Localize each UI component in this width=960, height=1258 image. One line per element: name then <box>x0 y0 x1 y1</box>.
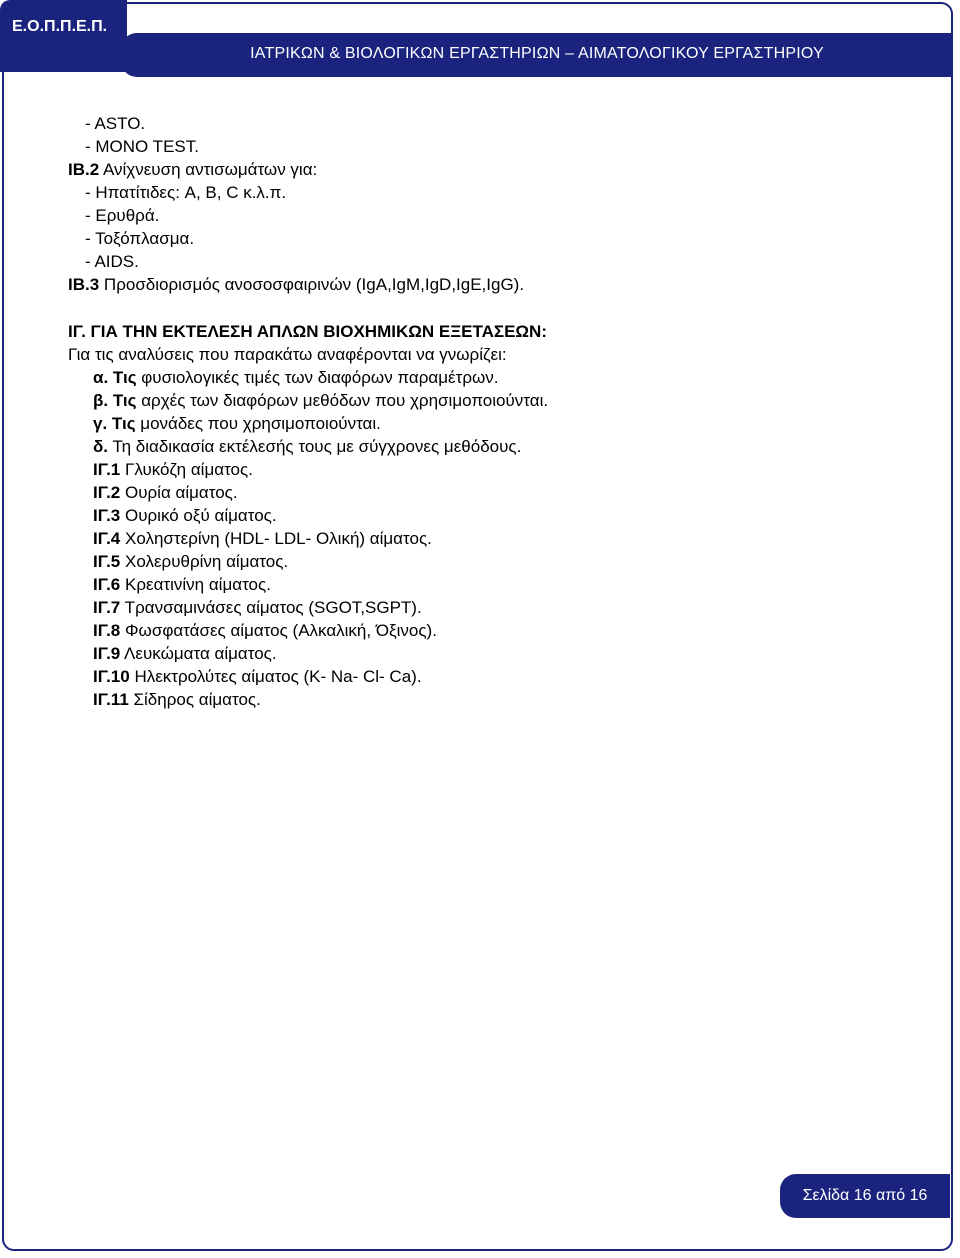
list-item <box>93 414 381 434</box>
list-item <box>93 391 548 411</box>
list-item <box>93 621 437 641</box>
item-text: Γλυκόζη αίματος. <box>120 460 253 479</box>
item-label: ΙΓ.6 <box>93 575 121 594</box>
list-item <box>93 368 499 388</box>
item-label: ΙΓ.1 <box>93 460 121 479</box>
section-intro: Για τις αναλύσεις που παρακάτω αναφέρονται να γνωρίζει: <box>68 345 507 364</box>
item-text: Ουρικό οξύ αίματος. <box>120 506 277 525</box>
item-text: Σίδηρος αίματος. <box>128 690 261 709</box>
list-item <box>93 690 261 710</box>
list-item <box>93 483 238 503</box>
item-text: Προσδιορισμός ανοσοσφαιρινών (IgA,IgM,IgD,IgE,IgG). <box>99 275 525 294</box>
item-label: ΙΓ.3 <box>93 506 121 525</box>
item-text: Τρανσαμινάσες αίματος (SGOT,SGPT). <box>120 598 422 617</box>
item-label: γ. Τις <box>93 414 136 433</box>
item-label: ΙΓ.7 <box>93 598 121 617</box>
item-text: Ουρία αίματος. <box>120 483 238 502</box>
item-label: ΙΓ.5 <box>93 552 121 571</box>
item-label: α. Τις <box>93 368 137 387</box>
list-item <box>93 460 253 480</box>
item-label: ΙΓ.8 <box>93 621 121 640</box>
item-label: δ. <box>93 437 109 456</box>
item-label: β. Τις <box>93 391 137 410</box>
item-text: Τη διαδικασία εκτέλεσής τους με σύγχρονες μεθόδους. <box>108 437 522 456</box>
list-item <box>93 437 521 457</box>
page-number: Σελίδα 16 από 16 <box>780 1174 950 1218</box>
list-item <box>93 552 288 572</box>
header-title: ΙΑΤΡΙΚΩΝ & ΒΙΟΛΟΓΙΚΩΝ ΕΡΓΑΣΤΗΡΙΩΝ – ΑΙΜΑΤΟΛΟΓΙΚΟΥ ΕΡΓΑΣΤΗΡΙΟΥ <box>121 33 953 77</box>
list-item <box>93 598 422 618</box>
item-label: ΙΒ.2 <box>68 160 100 179</box>
list-item: - MONO TEST. <box>85 137 199 156</box>
item-text: μονάδες που χρησιμοποιούνται. <box>135 414 381 433</box>
item-text: Λευκώματα αίματος. <box>120 644 277 663</box>
list-item <box>93 529 432 549</box>
list-item <box>93 506 277 526</box>
list-item <box>93 667 422 687</box>
item-label: ΙΓ.10 <box>93 667 130 686</box>
item-text: Ηλεκτρολύτες αίματος (K- Na- Cl- Ca). <box>129 667 422 686</box>
item-label: ΙΓ.11 <box>93 690 129 709</box>
list-item: - Τοξόπλασμα. <box>85 229 195 248</box>
section-heading: ΙΓ. ΓΙΑ ΤΗΝ ΕΚΤΕΛΕΣΗ ΑΠΛΩΝ ΒΙΟΧΗΜΙΚΩΝ ΕΞΕΤΑΣΕΩΝ: <box>68 322 547 341</box>
list-item <box>93 575 271 595</box>
list-item <box>93 644 277 664</box>
item-text: Κρεατινίνη αίματος. <box>120 575 271 594</box>
item-label: ΙΓ.4 <box>93 529 121 548</box>
list-item: - ASTO. <box>85 114 146 133</box>
item-label: ΙΓ.2 <box>93 483 121 502</box>
item-text: Χολερυθρίνη αίματος. <box>120 552 289 571</box>
subsection-heading <box>68 275 524 295</box>
item-text: Χοληστερίνη (HDL- LDL- Ολική) αίματος. <box>120 529 432 548</box>
item-text: Φωσφατάσες αίματος (Αλκαλική, Όξινος). <box>120 621 437 640</box>
item-text: αρχές των διαφόρων μεθόδων που χρησιμοποιούνται. <box>136 391 549 410</box>
org-label: Ε.Ο.Π.Π.Ε.Π. <box>0 0 127 72</box>
item-label: ΙΓ.9 <box>93 644 121 663</box>
list-item: - AIDS. <box>85 252 139 271</box>
list-item: - Ηπατίτιδες: A, B, C κ.λ.π. <box>85 183 287 202</box>
item-label: ΙΒ.3 <box>68 275 100 294</box>
subsection-heading <box>68 160 317 180</box>
item-text: φυσιολογικές τιμές των διαφόρων παραμέτρων. <box>136 368 499 387</box>
item-text: Ανίχνευση αντισωμάτων για: <box>99 160 318 179</box>
list-item: - Ερυθρά. <box>85 206 160 225</box>
